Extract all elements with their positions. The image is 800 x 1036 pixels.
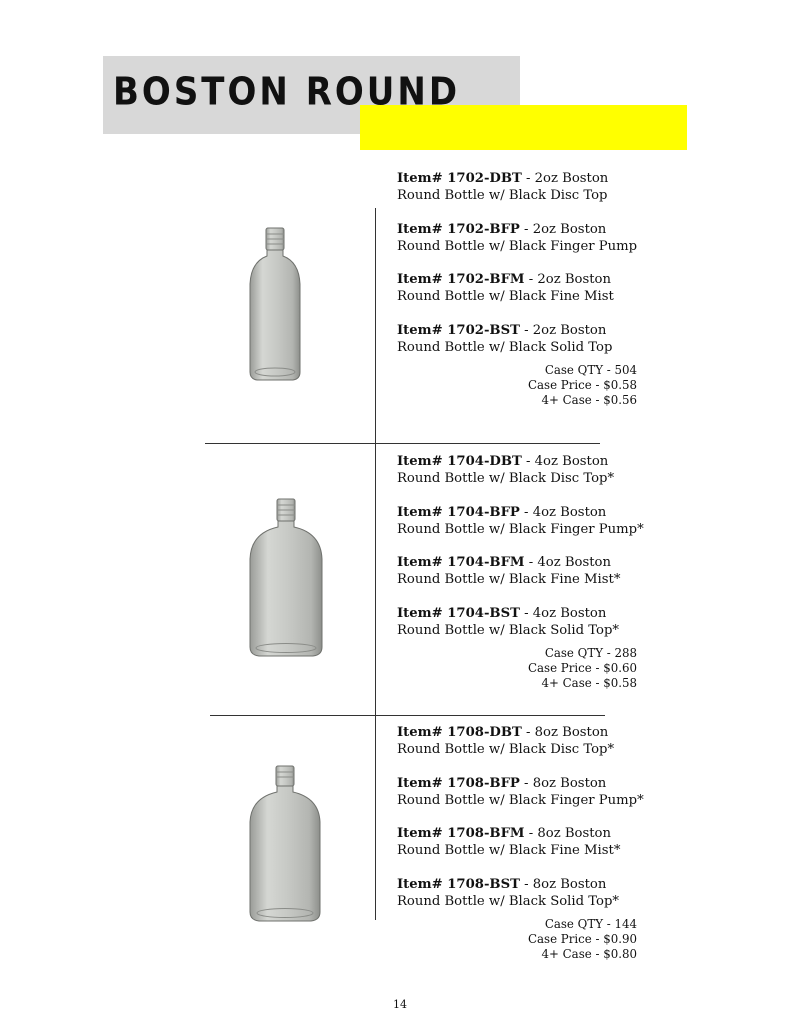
case-price: Case Price - $0.58 <box>527 377 637 392</box>
product-section-2oz <box>397 170 647 408</box>
case-4plus-price: 4+ Case - $0.80 <box>541 947 637 962</box>
item-code: Item# 1704-DBT <box>397 454 522 469</box>
bottle-4oz-image <box>245 497 327 659</box>
case-4plus-price: 4+ Case - $0.58 <box>541 676 637 691</box>
item-code: Item# 1708-BST <box>397 876 520 892</box>
item-description: - 2oz Boston Round Bottle w/ Black Fine Mist <box>397 272 614 304</box>
item-entry <box>397 605 647 639</box>
item-description: - 8oz Boston Round Bottle w/ Black Finger Pump* <box>397 775 644 808</box>
item-entry <box>397 775 647 809</box>
vertical-divider <box>375 208 376 920</box>
item-description: - 4oz Boston Round Bottle w/ Black Solid Top* <box>397 605 619 638</box>
case-info <box>397 363 637 409</box>
item-code: Item# 1702-BFP <box>397 221 520 237</box>
item-code: Item# 1704-BFM <box>397 555 525 570</box>
horizontal-divider <box>205 443 600 444</box>
item-description: - 2oz Boston Round Bottle w/ Black Disc Top <box>397 171 609 203</box>
item-code: Item# 1704-BST <box>397 605 520 621</box>
item-description: - 8oz Boston Round Bottle w/ Black Solid Top* <box>397 876 619 909</box>
case-price: Case Price - $0.90 <box>527 931 637 946</box>
item-code: Item# 1702-BFM <box>397 272 525 287</box>
item-code: Item# 1708-BFM <box>397 826 525 841</box>
item-code: Item# 1702-BST <box>397 322 520 338</box>
item-entry <box>397 825 647 859</box>
page-title: BOSTON ROUND <box>113 70 461 115</box>
item-description: - 2oz Boston Round Bottle w/ Black Finger Pump <box>397 221 638 254</box>
item-code: Item# 1704-BFP <box>397 504 520 520</box>
item-entry <box>397 170 647 204</box>
case-info <box>397 917 637 963</box>
product-section-4oz <box>397 453 647 691</box>
item-entry <box>397 724 647 758</box>
item-description: - 4oz Boston Round Bottle w/ Black Disc Top* <box>397 454 615 486</box>
case-4plus-price: 4+ Case - $0.56 <box>541 393 637 408</box>
item-entry <box>397 504 647 538</box>
item-code: Item# 1702-DBT <box>397 171 522 186</box>
item-description: - 4oz Boston Round Bottle w/ Black Finger Pump* <box>397 504 644 537</box>
product-section-8oz <box>397 724 647 962</box>
case-qty: Case QTY - 144 <box>544 916 637 931</box>
case-qty: Case QTY - 504 <box>544 362 637 377</box>
bottle-8oz-image <box>245 764 327 924</box>
item-description: - 2oz Boston Round Bottle w/ Black Solid Top <box>397 322 613 355</box>
item-entry <box>397 876 647 910</box>
bottle-2oz-image <box>245 226 305 382</box>
item-description: - 8oz Boston Round Bottle w/ Black Fine Mist* <box>397 826 621 858</box>
item-entry <box>397 221 647 255</box>
item-description: - 8oz Boston Round Bottle w/ Black Disc Top* <box>397 725 615 757</box>
item-entry <box>397 453 647 487</box>
item-code: Item# 1708-BFP <box>397 775 520 791</box>
item-entry <box>397 322 647 356</box>
item-code: Item# 1708-DBT <box>397 725 522 740</box>
item-entry <box>397 554 647 588</box>
page-number: 14 <box>393 998 407 1011</box>
item-description: - 4oz Boston Round Bottle w/ Black Fine Mist* <box>397 555 621 587</box>
case-info <box>397 646 637 692</box>
case-qty: Case QTY - 288 <box>544 645 637 660</box>
item-entry <box>397 271 647 305</box>
horizontal-divider <box>210 715 605 716</box>
case-price: Case Price - $0.60 <box>527 660 637 675</box>
